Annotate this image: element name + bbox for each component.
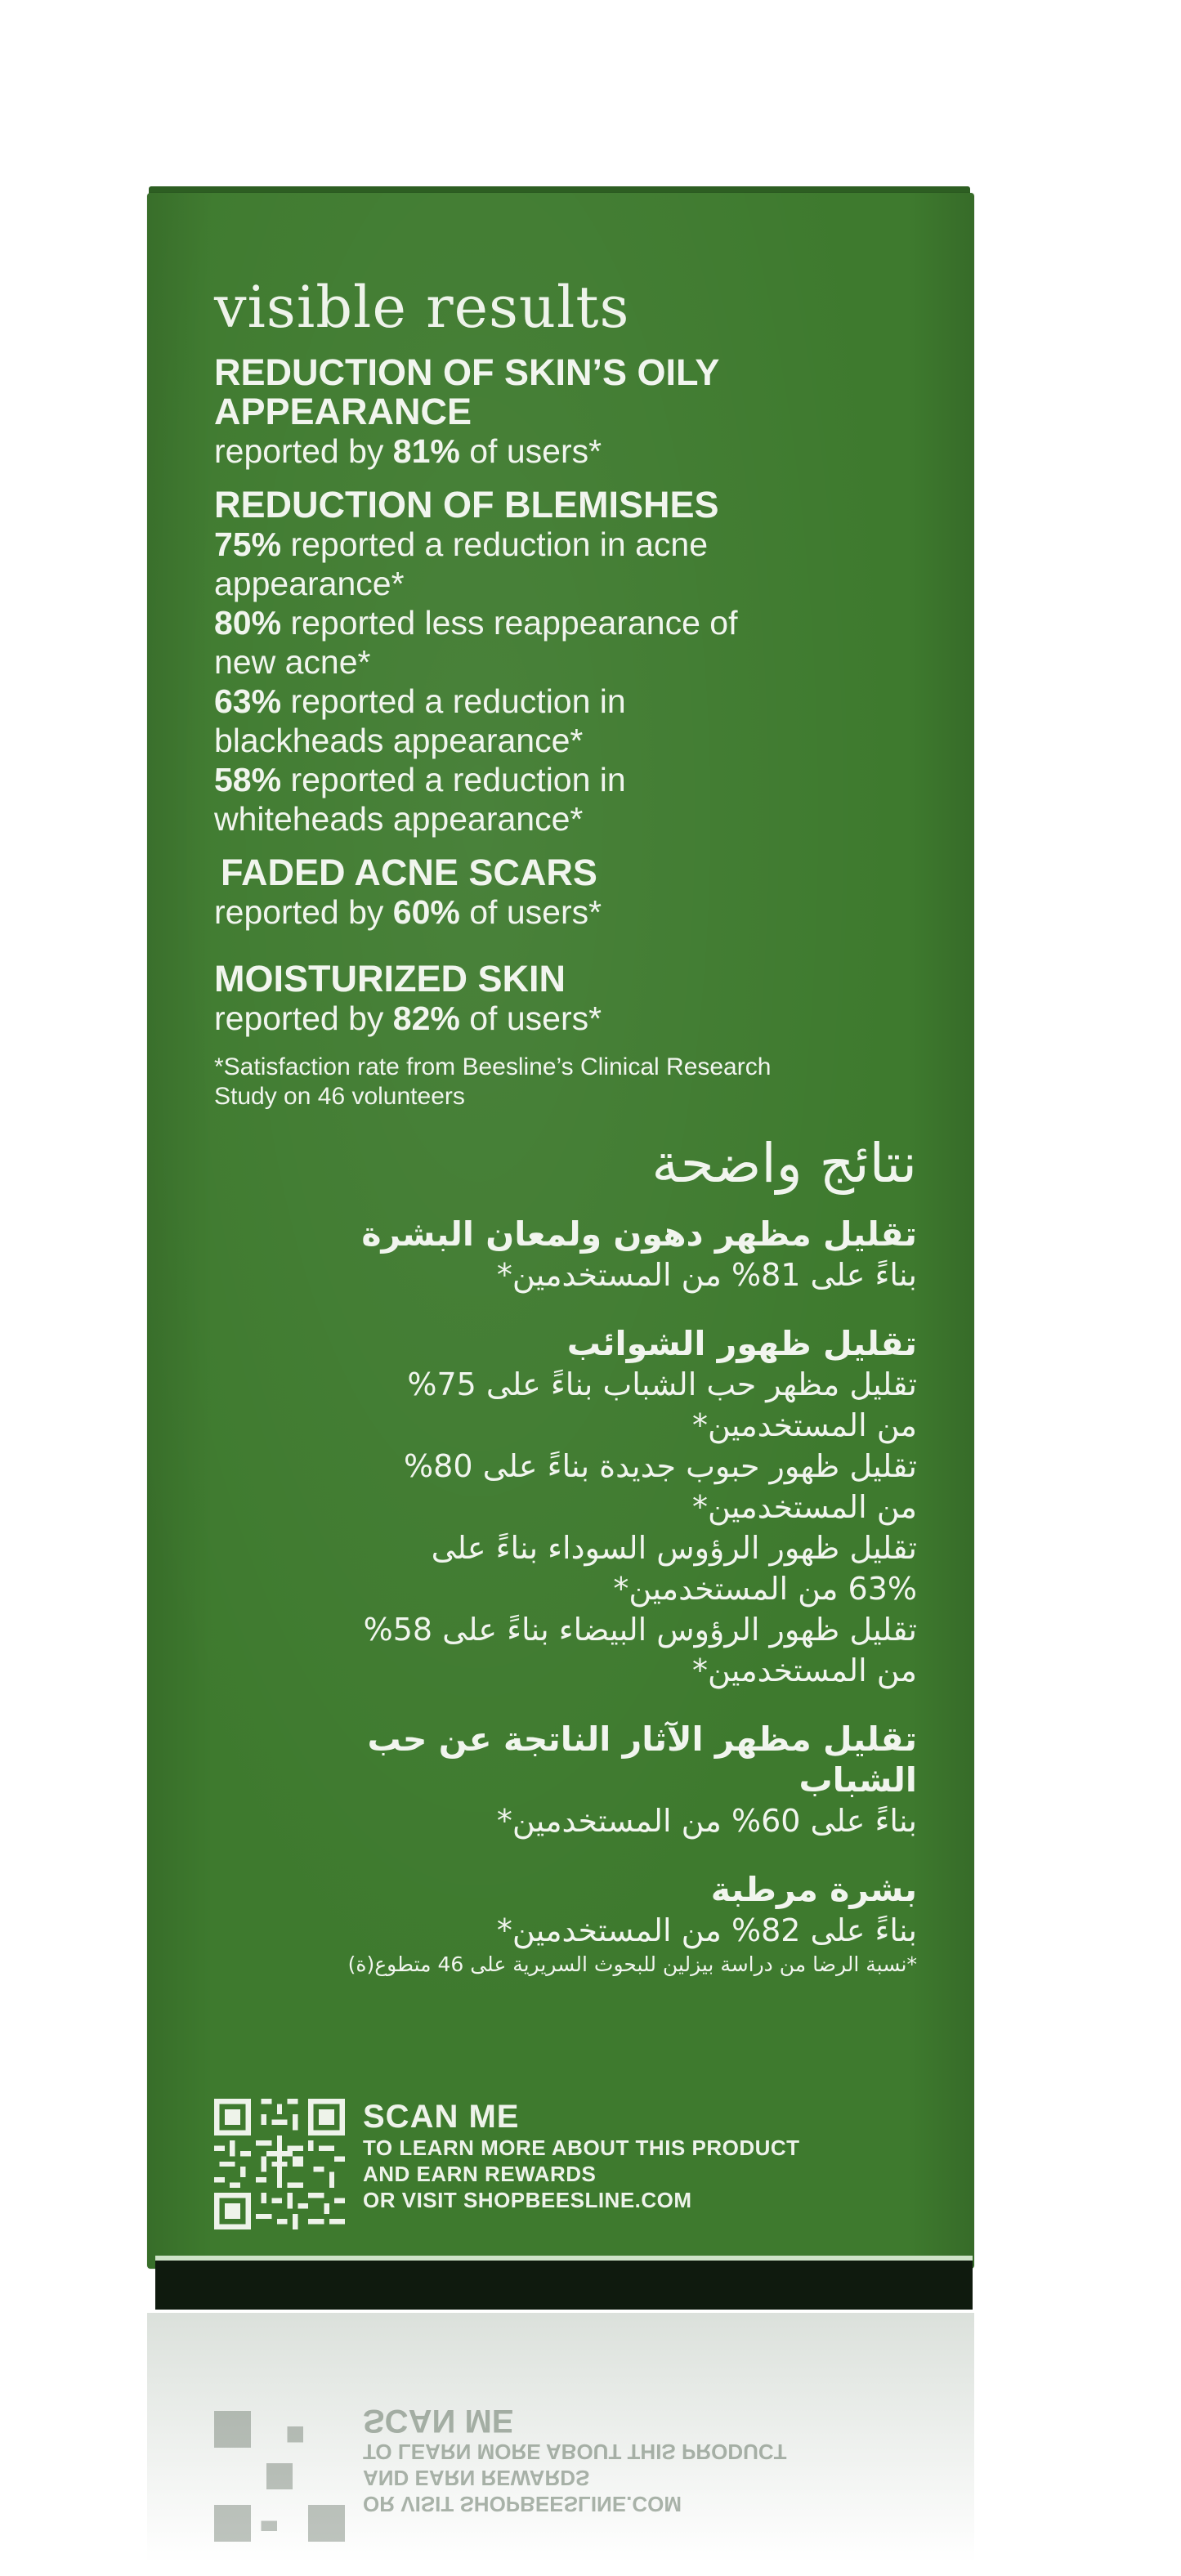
surface-reflection (147, 2313, 974, 2576)
ar-result-line: تقليل مظهر حب الشباب بناءً على 75% (407, 1366, 917, 1402)
qr-line: OR VISIT SHOPBEESLINE.COM (363, 2188, 692, 2212)
result-line: 80% reported less reappearance of (214, 603, 738, 642)
ar-section-title: بشرة مرطبة (710, 1869, 917, 1909)
box-text (214, 274, 917, 1979)
result-line: 75% reported a reduction in acne (214, 525, 709, 563)
ar-result-line: بناءً على 81% من المستخدمين* (496, 1256, 917, 1293)
qr-line: TO LEARN MORE ABOUT THIS PRODUCT (363, 2440, 787, 2464)
result-line: appearance* (214, 564, 405, 602)
qr-text (363, 2099, 800, 2213)
result-line: blackheads appearance* (214, 721, 584, 759)
qr-line: AND EARN REWARDS (363, 2466, 590, 2490)
ar-result-line: بناءً على 60% من المستخدمين* (496, 1802, 917, 1839)
result-line: reported by 81% of users* (214, 432, 602, 470)
footnote: Study on 46 volunteers (214, 1082, 465, 1110)
result-line: new acne* (214, 642, 371, 681)
ar-result-line: تقليل ظهور حبوب جديدة بناءً على 80% (404, 1447, 917, 1484)
ar-result-line: 63% من المستخدمين* (613, 1570, 917, 1607)
ar-section-oily (214, 1214, 917, 1295)
ar-section-moisturized (214, 1869, 917, 1979)
ar-section-scars (214, 1719, 917, 1841)
ar-section-title: تقليل مظهر الآثار الناتجة عن حب (367, 1719, 917, 1759)
scan-me-label: SCAN ME (363, 2403, 514, 2439)
section-title: REDUCTION OF BLEMISHES (214, 483, 719, 525)
ar-section-title: تقليل مظهر دهون ولمعان البشرة (361, 1214, 917, 1254)
section-oily (214, 353, 917, 471)
qr-reflection-icon (214, 2411, 345, 2542)
mirrored-qr-text (363, 2403, 787, 2517)
ar-result-line: تقليل ظهور الرؤوس البيضاء بناءً على 58% (363, 1611, 917, 1648)
ar-result-line: من المستخدمين* (691, 1488, 917, 1525)
section-title: REDUCTION OF SKIN’S OILY (214, 351, 720, 393)
footnote: *Satisfaction rate from Beesline’s Clinical Research (214, 1053, 772, 1080)
ar-result-line: بناءً على 82% من المستخدمين* (496, 1912, 917, 1948)
ar-result-line: من المستخدمين* (691, 1407, 917, 1443)
ar-section-title: تقليل ظهور الشوائب (566, 1323, 917, 1363)
section-title: APPEARANCE (214, 390, 472, 432)
section-moisturized (214, 959, 917, 1038)
qr-line: TO LEARN MORE ABOUT THIS PRODUCT (363, 2135, 800, 2160)
visible-results-heading: visible results (214, 274, 630, 341)
ar-section-blemishes (214, 1323, 917, 1691)
qr-line: OR VISIT SHOPBEESLINE.COM (363, 2492, 682, 2516)
result-line: 63% reported a reduction in (214, 682, 626, 720)
qr-line: AND EARN REWARDS (363, 2162, 597, 2186)
section-scars (214, 853, 917, 932)
section-title: MOISTURIZED SKIN (214, 957, 566, 1000)
result-line: whiteheads appearance* (214, 799, 584, 838)
ar-result-line: من المستخدمين* (691, 1652, 917, 1688)
ar-section-title: الشباب (799, 1760, 917, 1800)
qr-code-icon (214, 2099, 345, 2229)
ar-footnote: *نسبة الرضا من دراسة بيزلين للبحوث السريرية على 46 متطوع(ة) (347, 1952, 917, 1976)
section-title: FADED ACNE SCARS (221, 851, 597, 893)
scan-me-label: SCAN ME (363, 2099, 520, 2135)
arabic-heading: نتائج واضحة (651, 1131, 917, 1195)
result-line: reported by 60% of users* (214, 892, 602, 931)
section-blemishes (214, 485, 917, 839)
result-line: reported by 82% of users* (214, 999, 602, 1037)
box-bottom-edge (155, 2256, 973, 2310)
result-line: 58% reported a reduction in (214, 760, 626, 798)
ar-result-line: تقليل ظهور الرؤوس السوداء بناءً على (431, 1529, 917, 1566)
